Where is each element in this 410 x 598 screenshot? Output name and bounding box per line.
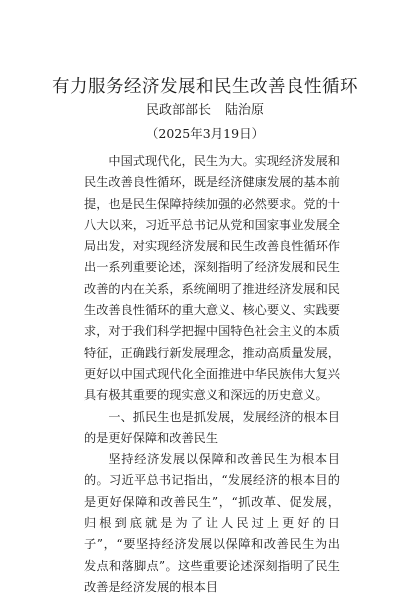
author-position: 民政部部长 xyxy=(145,103,211,118)
document-title: 有力服务经济发展和民生改善良性循环 xyxy=(52,77,358,97)
paragraph-section-1: 坚持经济发展以保障和改善民生为根本目的。习近平总书记指出，“发展经济的根本目的是更好保障和改善民生”，“抓改革、促发展，归根到底就是为了让人民过上更好的日子”，“要坚持经济发展以保障和改善民生为出发点和落脚点”。这些重要论述深刻指明了民生改善是经济发展的根本目 xyxy=(84,452,340,594)
section-heading-1: 一、抓民生也是抓发展，发展经济的根本目的是更好保障和改善民生 xyxy=(84,409,340,445)
author-byline xyxy=(0,102,410,120)
document-date: （2025年3月19日） xyxy=(145,126,265,141)
paragraph-intro: 中国式现代化，民生为大。实现经济发展和民生改善良性循环，既是经济健康发展的基本前提，也是民生保障持续加强的必然要求。党的十八大以来，习近平总书记从党和国家事业发展全局出发，对实现经济发展和民生改善良性循环作出一系列重要论述，深刻指明了经济发展和民生改善的内在关系，系统阐明了推进经济发展和民生改善良性循环的重大意义、核心要义、实践要求，对于我们科学把握中国特色社会主义的本质特征，正确践行新发展理念，推动高质量发展，更好以中国式现代化全面推进中华民族伟大复兴具有极其重要的现实意义和深远的历史意义。 xyxy=(84,154,340,403)
author-name: 陆治原 xyxy=(225,103,265,118)
document-body xyxy=(84,151,340,598)
